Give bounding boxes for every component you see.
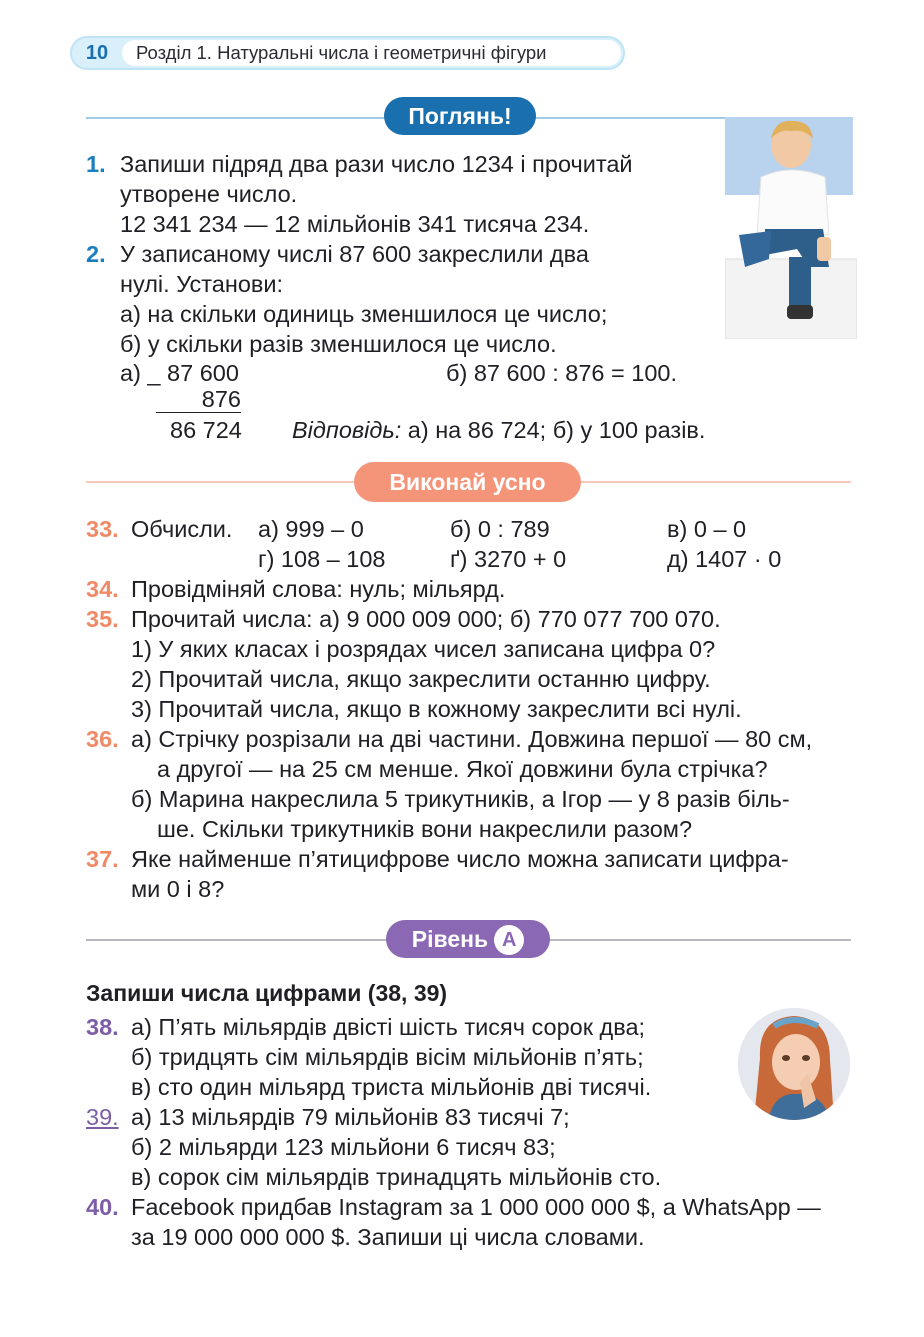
text-line: ше. Скільки трикутників вони накреслили разом?	[157, 816, 693, 842]
exercise-number-link[interactable]: 39.	[86, 1104, 119, 1130]
exercise-number: 2.	[86, 241, 106, 267]
expression: ґ) 3270 + 0	[450, 546, 567, 572]
girl-photo	[738, 1008, 850, 1120]
answer-label: Відповідь:	[292, 417, 402, 443]
boy-photo	[725, 117, 857, 339]
expression: б) 0 : 789	[450, 516, 550, 542]
text-line: а другої — на 25 см менше. Якої довжини була стрічка?	[157, 756, 768, 782]
text-line: Провідміняй слова: нуль; мільярд.	[131, 576, 506, 602]
text-line: 2) Прочитай числа, якщо закреслити останню цифру.	[131, 666, 711, 692]
exercise-number: 35.	[86, 606, 119, 632]
text-line: в) сорок сім мільярдів тринадцять мільйонів сто.	[131, 1164, 662, 1190]
text-line: Прочитай числа: а) 9 000 009 000; б) 770 077 700 070.	[131, 606, 721, 632]
text-line: нулі. Установи:	[120, 271, 284, 297]
text-line: 12 341 234 — 12 мільйонів 341 тисяча 234.	[120, 211, 590, 237]
text-line: а) Стрічку розрізали на дві частини. Довжина першої — 80 см,	[131, 726, 813, 752]
answer-line	[292, 415, 705, 445]
expression: г) 108 – 108	[258, 546, 386, 572]
text-line: 1) У яких класах і розрядах чисел записана цифра 0?	[131, 636, 716, 662]
text-line: а) на скільки одиниць зменшилося це число;	[120, 301, 608, 327]
text-line: Запиши підряд два рази число 1234 і прочитай	[120, 151, 633, 177]
page-number: 10	[85, 42, 109, 64]
text-line: Обчисли.	[131, 516, 233, 542]
expression: а) 999 – 0	[258, 516, 364, 542]
chapter-title: Розділ 1. Натуральні числа і геометричні фігури	[122, 40, 621, 66]
task-heading: Запиши числа цифрами (38, 39)	[86, 980, 448, 1006]
text-line: Facebook придбав Instagram за 1 000 000 000 $, а WhatsApp —	[131, 1194, 821, 1220]
text-line: Яке найменше п’ятицифрове число можна записати цифра-	[131, 846, 789, 872]
level-label: Рівень	[411, 926, 489, 952]
text-line: а) П’ять мільярдів двісті шість тисяч сорок два;	[131, 1014, 646, 1040]
expression: д) 1407 · 0	[667, 546, 782, 572]
exercise-number: 33.	[86, 516, 119, 542]
text-line: в) сто один мільярд триста мільйонів дві тисячі.	[131, 1074, 652, 1100]
text-line: б) Марина накреслила 5 трикутників, а Ігор — у 8 разів біль-	[131, 786, 790, 812]
calc-result: 86 724	[170, 417, 242, 443]
oral-banner: Виконай усно	[354, 462, 581, 502]
page-header	[70, 36, 625, 70]
calc-subtrahend: 876	[156, 386, 241, 413]
text-line: ми 0 і 8?	[131, 876, 225, 902]
look-banner: Поглянь!	[384, 97, 536, 135]
exercise-number: 34.	[86, 576, 119, 602]
expression: в) 0 – 0	[667, 516, 747, 542]
text-line: за 19 000 000 000 $. Запиши ці числа словами.	[131, 1224, 645, 1250]
text-line: утворене число.	[120, 181, 298, 207]
level-banner	[386, 920, 550, 958]
exercise-number: 40.	[86, 1194, 119, 1220]
text-line: 3) Прочитай числа, якщо в кожному закреслити всі нулі.	[131, 696, 742, 722]
text-line: б) тридцять сім мільярдів вісім мільйонів п’ять;	[131, 1044, 644, 1070]
exercise-number: 38.	[86, 1014, 119, 1040]
exercise-number: 36.	[86, 726, 119, 752]
answer-text: а) на 86 724; б) у 100 разів.	[401, 417, 706, 443]
calc-division: б) 87 600 : 876 = 100.	[446, 360, 678, 386]
exercise-number: 1.	[86, 151, 106, 177]
level-letter-badge: А	[494, 925, 524, 955]
calc-minuend: а) _ 87 600	[120, 360, 239, 386]
text-line: б) 2 мільярди 123 мільйони 6 тисяч 83;	[131, 1134, 556, 1160]
exercise-number: 37.	[86, 846, 119, 872]
text-line: У записаному числі 87 600 закреслили два	[120, 241, 589, 267]
text-line: б) у скільки разів зменшилося це число.	[120, 331, 557, 357]
text-line: а) 13 мільярдів 79 мільйонів 83 тисячі 7;	[131, 1104, 570, 1130]
